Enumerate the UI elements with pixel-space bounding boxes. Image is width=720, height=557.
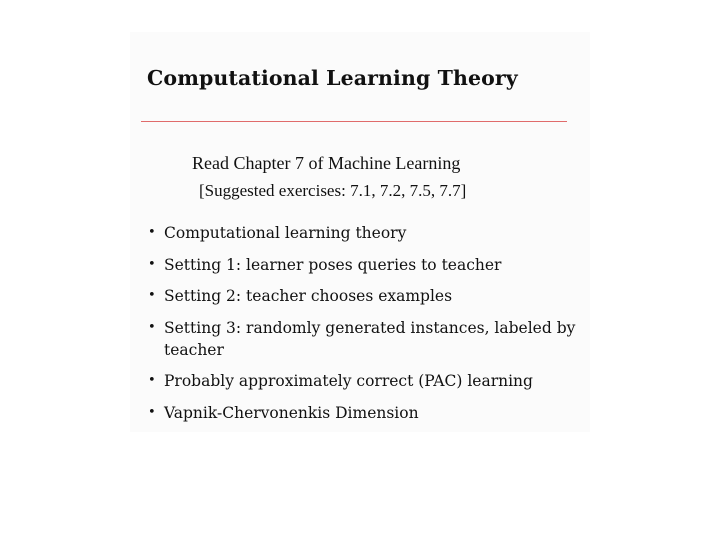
bullet-text: Setting 2: teacher chooses examples [164, 287, 453, 305]
bullet-icon: • [148, 404, 156, 420]
bullet-item [148, 285, 584, 307]
bullet-icon: • [148, 288, 156, 303]
bullet-icon: • [148, 256, 156, 272]
bullet-icon: • [148, 225, 156, 240]
bullet-text: Vapnik-Chervonenkis Dimension [164, 403, 419, 422]
bullet-item [148, 317, 584, 361]
title-divider [141, 121, 567, 122]
bullet-list [148, 222, 584, 433]
bullet-item [148, 254, 584, 276]
reading-assignment: Read Chapter 7 of Machine Learning [192, 153, 461, 173]
bullet-item [148, 222, 584, 244]
bullet-text: Setting 1: learner poses queries to teacher [164, 255, 502, 274]
bullet-text: Setting 3: randomly generated instances, labeled by teacher [164, 318, 576, 359]
bullet-text: Probably approximately correct (PAC) learning [164, 372, 533, 390]
bullet-item [148, 370, 584, 392]
bullet-text: Computational learning theory [164, 224, 407, 242]
slide-title: Computational Learning Theory [147, 66, 518, 90]
bullet-item [148, 402, 584, 424]
suggested-exercises: [Suggested exercises: 7.1, 7.2, 7.5, 7.7] [199, 181, 467, 200]
bullet-icon: • [148, 373, 156, 388]
bullet-icon: • [148, 319, 156, 335]
